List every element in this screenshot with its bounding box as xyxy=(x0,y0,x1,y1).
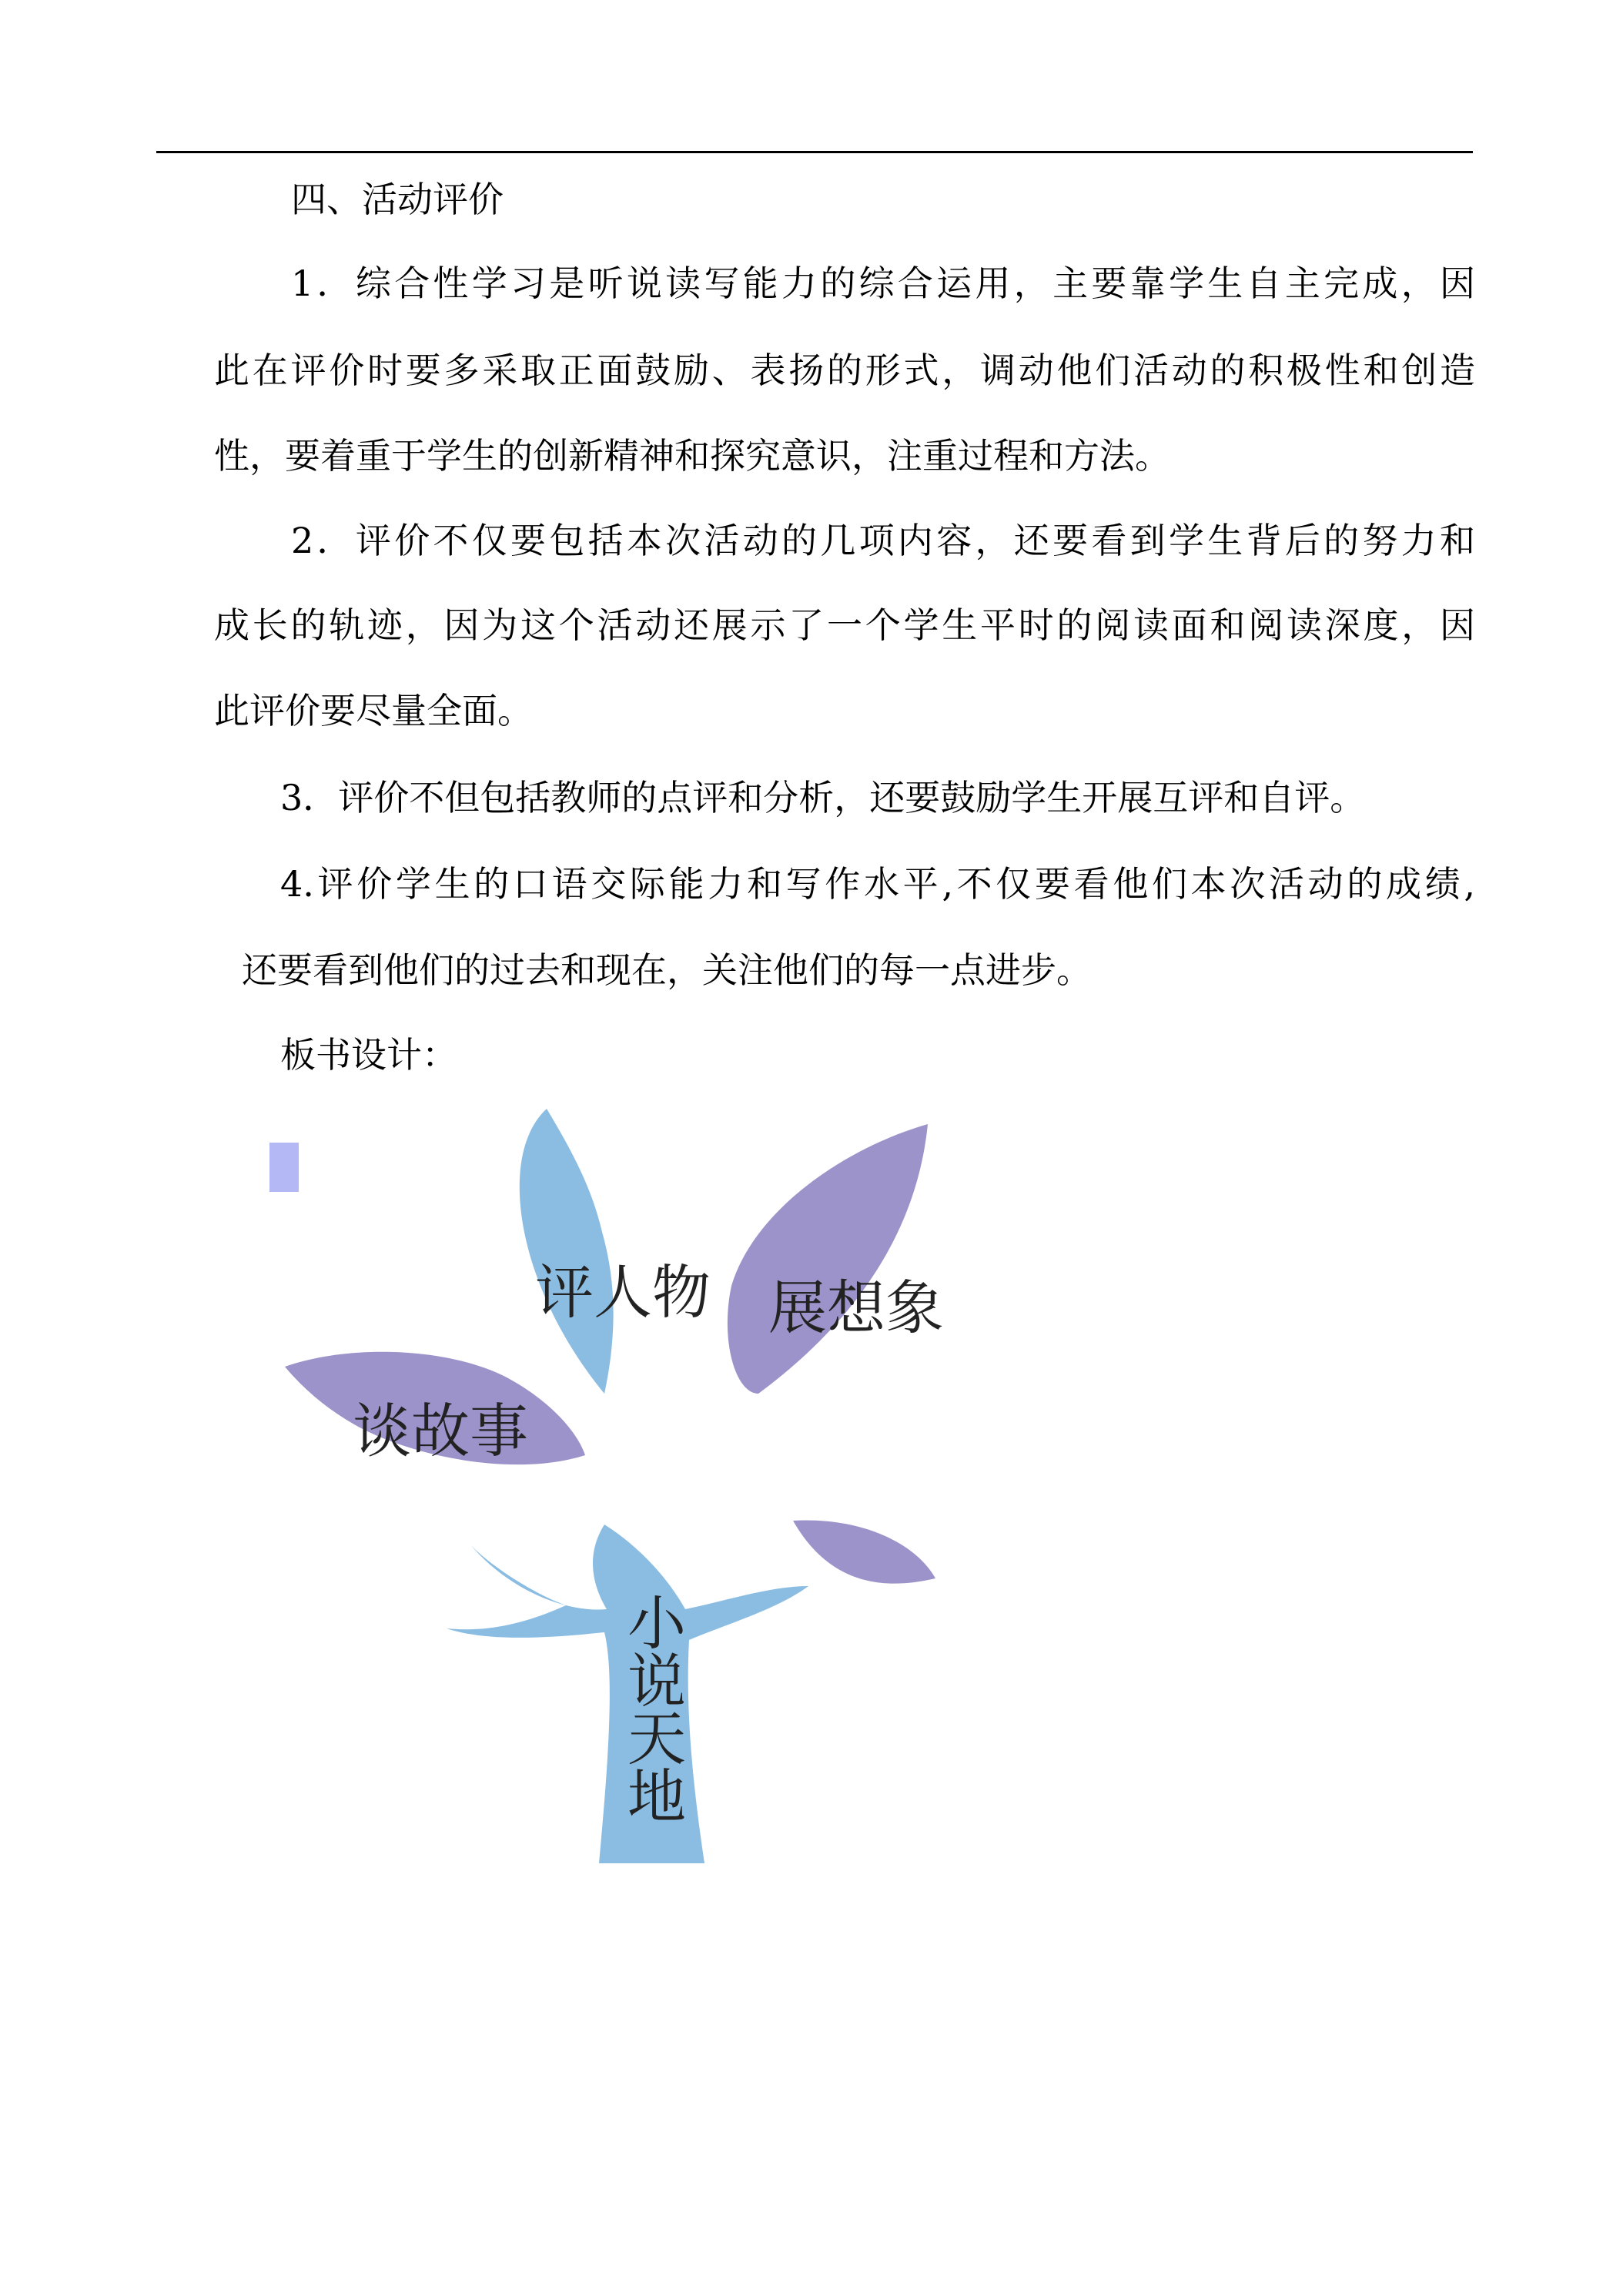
header-rule xyxy=(156,151,1473,153)
paragraph-4-line-2: 还要看到他们的过去和现在，关注他们的每一点进步。 xyxy=(242,949,1092,991)
leaf-label-top-left: 评人物 xyxy=(535,1258,711,1327)
trunk-char-3: 天 xyxy=(627,1705,686,1773)
paragraph-4-line-1: 4.评价学生的口语交际能力和写作水平,不仅要看他们本次活动的成绩, xyxy=(280,863,1475,905)
blue-marker xyxy=(269,1143,299,1192)
leaf-label-top-right: 展想象 xyxy=(768,1274,944,1342)
top-right-leaf xyxy=(728,1124,928,1394)
paragraph-2-line-2: 成长的轨迹，因为这个活动还展示了一个学生平时的阅读面和阅读深度，因 xyxy=(214,604,1475,646)
trunk-char-4: 地 xyxy=(627,1762,686,1831)
paragraph-2-line-1: 2．评价不仅要包括本次活动的几项内容，还要看到学生背后的努力和 xyxy=(291,520,1475,561)
section-heading: 四、活动评价 xyxy=(291,179,504,220)
leaf-label-left: 谈故事 xyxy=(353,1397,528,1465)
trunk-char-1: 小 xyxy=(627,1589,686,1658)
paragraph-3-line-1: 3．评价不但包括教师的点评和分析，还要鼓励学生开展互评和自评。 xyxy=(280,777,1366,818)
small-right-leaf xyxy=(793,1521,935,1584)
top-left-leaf xyxy=(520,1109,614,1394)
trunk-char-2: 说 xyxy=(627,1647,686,1715)
paragraph-2-line-3: 此评价要尽量全面。 xyxy=(214,690,533,731)
paragraph-1-line-2: 此在评价时要多采取正面鼓励、表扬的形式，调动他们活动的积极性和创造 xyxy=(214,350,1475,391)
board-design-label: 板书设计： xyxy=(280,1034,457,1076)
paragraph-1-line-3: 性，要着重于学生的创新精神和探究意识，注重过程和方法。 xyxy=(214,435,1170,477)
paragraph-1-line-1: 1．综合性学习是听说读写能力的综合运用，主要靠学生自主完成，因 xyxy=(291,263,1475,304)
board-design-diagram xyxy=(254,1093,962,1879)
tree-diagram xyxy=(254,1093,962,1879)
